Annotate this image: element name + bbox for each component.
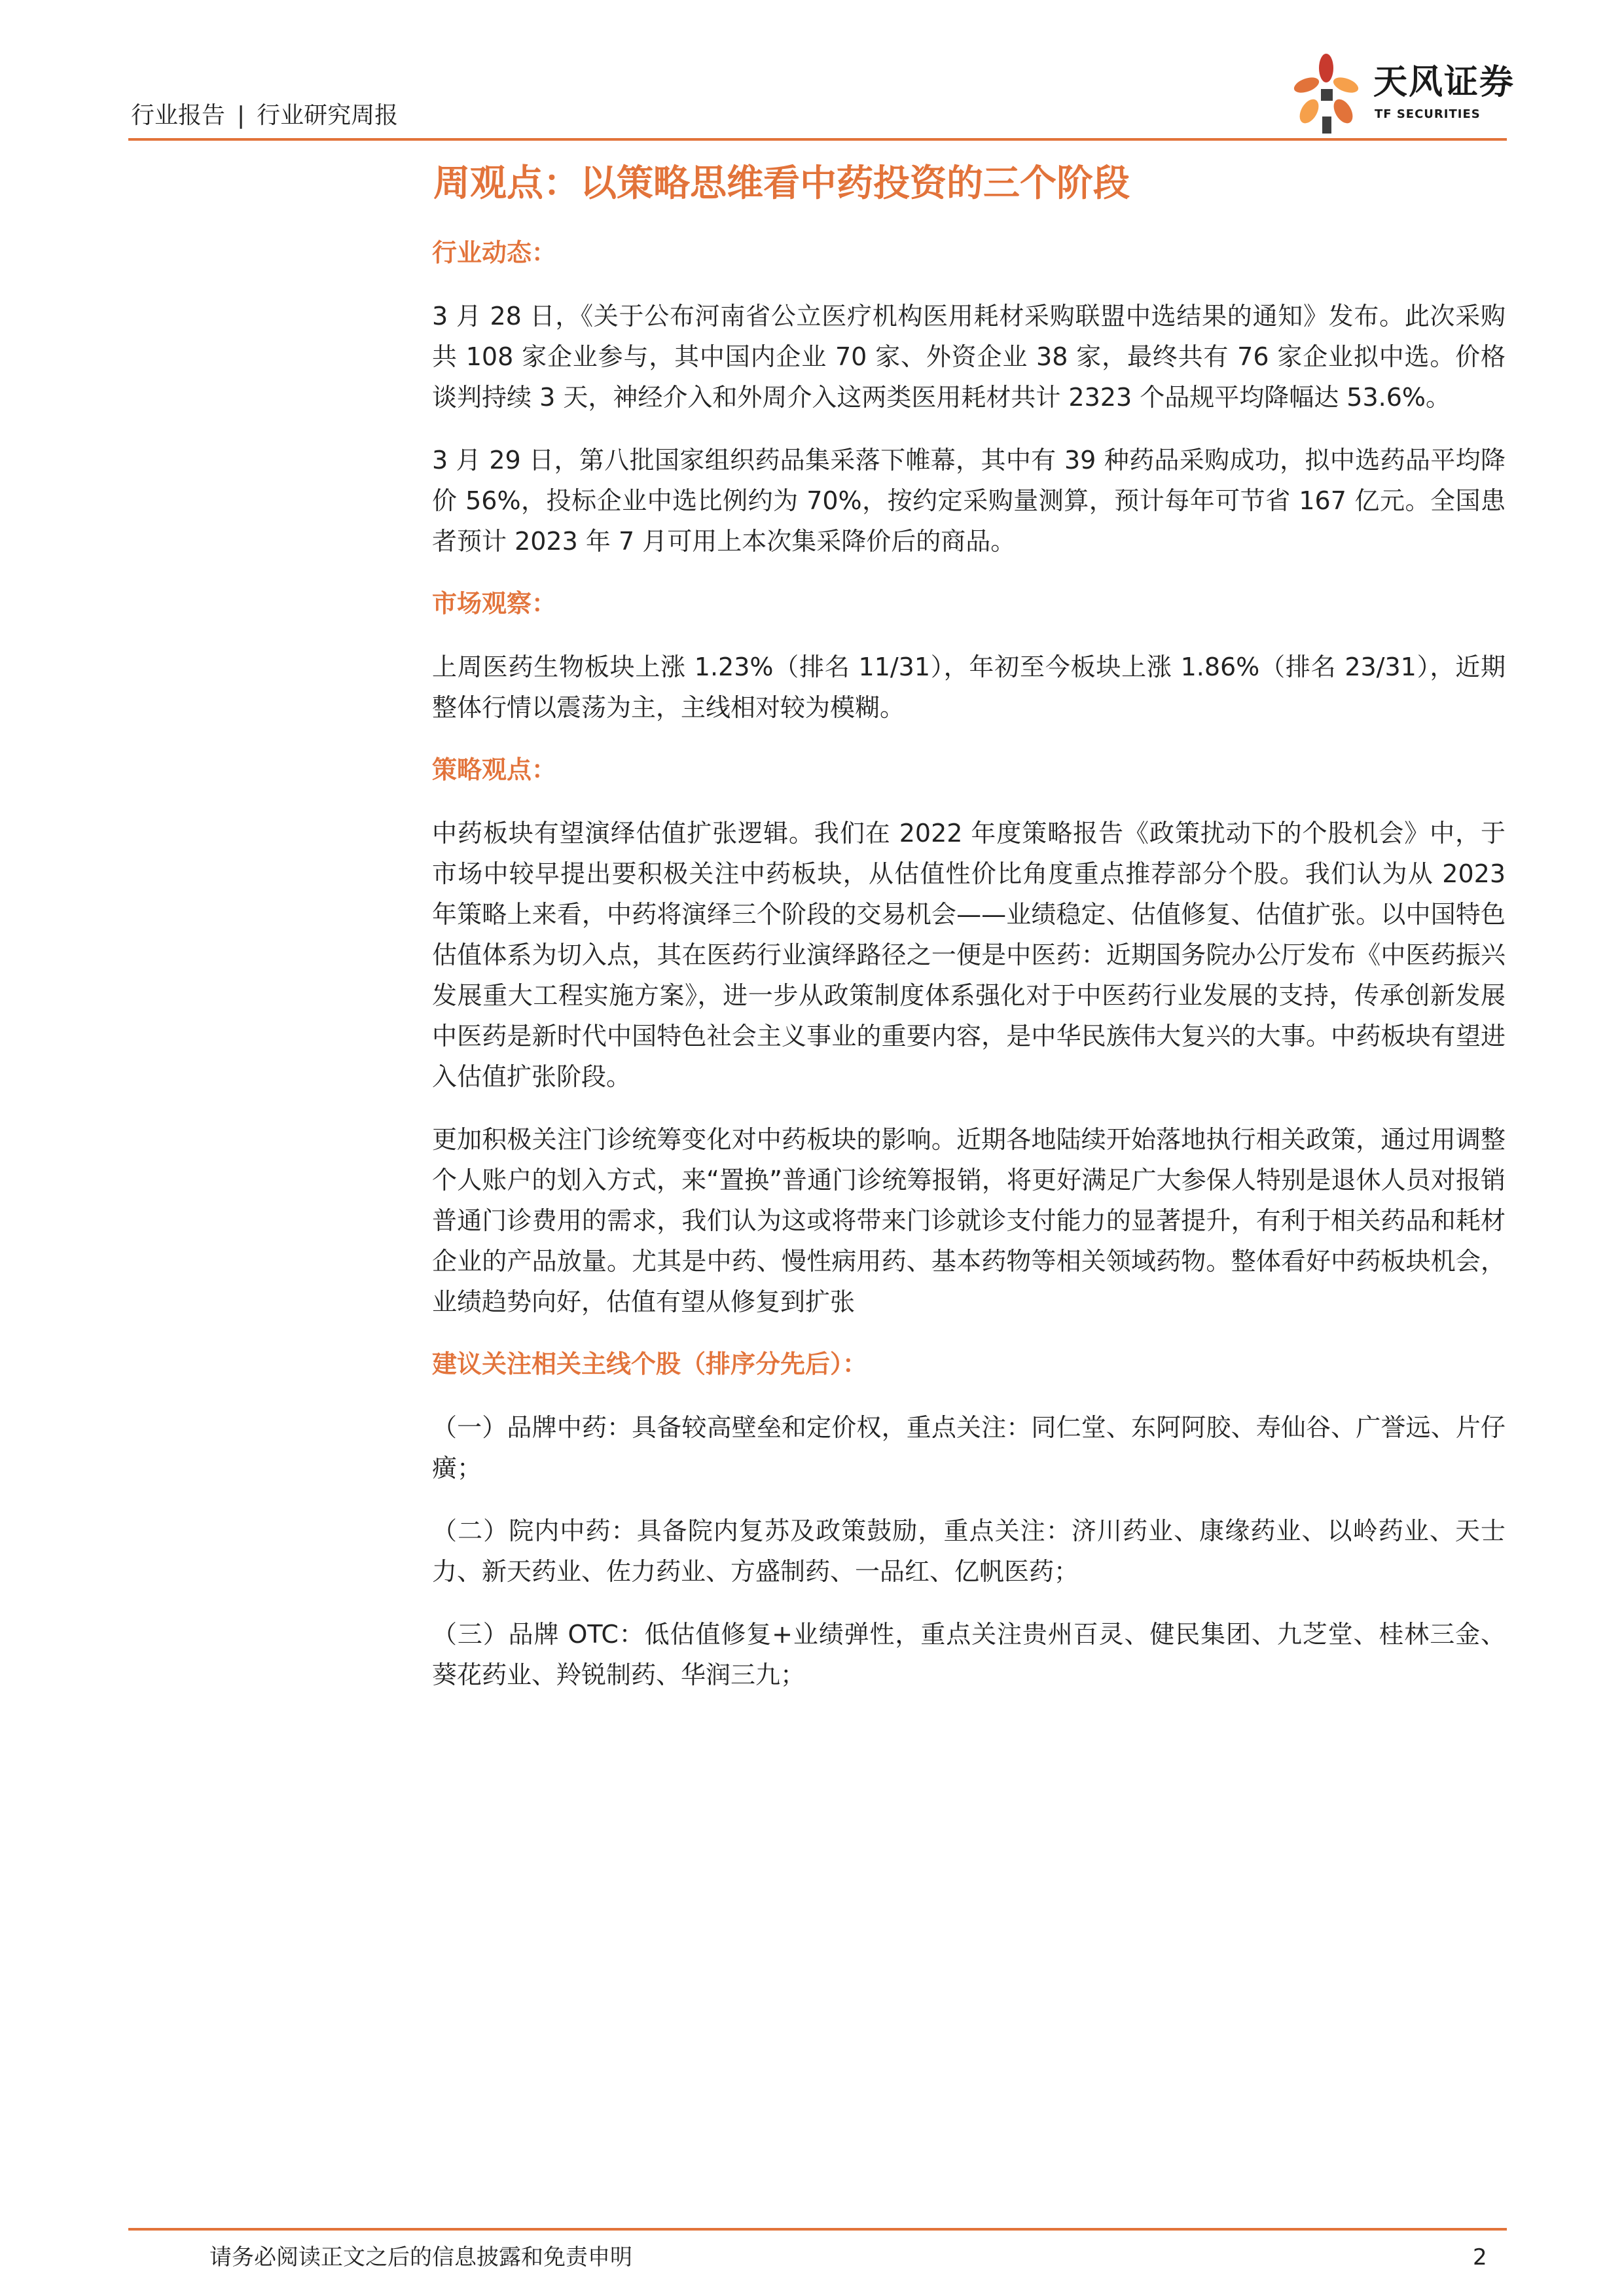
company-logo [1283, 51, 1515, 139]
section-heading: 建议关注相关主线个股（排序分先后）： [432, 1350, 868, 1378]
header-separator: | [237, 102, 245, 129]
logo-cn-name: 天风证券 [1373, 63, 1515, 102]
section-industry-news [432, 233, 1506, 562]
header-report-series: 行业研究周报 [257, 102, 399, 129]
paragraph: 更加积极关注门诊统筹变化对中药板块的影响。近期各地陆续开始落地执行相关政策，通过用调整个人账户的划入方式，来“置换”普通门诊统筹报销，将更好满足广大参保人特别是退休人员对报销普通门诊费用的需求，我们认为这或将带来门诊就诊支付能力的显著提升，有利于相关药品和耗材企业的产品放量。尤其是中药、慢性病用药、基本药物等相关领域药物。整体看好中药板块机会，业绩趋势向好，估值有望从修复到扩张 [432, 1125, 1506, 1316]
section-heading: 市场观察： [432, 589, 557, 618]
section-strategy-view [432, 750, 1506, 1322]
footer-divider [128, 2228, 1507, 2231]
report-body [432, 154, 1506, 1717]
page-number: 2 [1473, 2244, 1487, 2270]
list-item: （二）院内中药：具备院内复苏及政策鼓励，重点关注：济川药业、康缘药业、以岭药业、天士力、新天药业、佐力药业、方盛制药、一品红、亿帆医药； [432, 1516, 1506, 1586]
section-market-observation [432, 584, 1506, 728]
paragraph: 3 月 29 日，第八批国家组织药品集采落下帷幕，其中有 39 种药品采购成功，拟中选药品平均降价 56%，投标企业中选比例约为 70%，按约定采购量测算，预计每年可节省 167 亿元。全国患者预计 2023 年 7 月可用上本次集采降价后的商品。 [432, 446, 1506, 556]
section-heading: 策略观点： [432, 755, 557, 784]
section-recommended-stocks [432, 1344, 1506, 1695]
paragraph: 中药板块有望演绎估值扩张逻辑。我们在 2022 年度策略报告《政策扰动下的个股机会》中，于市场中较早提出要积极关注中药板块，从估值性价比角度重点推荐部分个股。我们认为从 2023 年策略上来看，中药将演绎三个阶段的交易机会——业绩稳定、估值修复、估值扩张。以中国特色估值体系为切入点，其在医药行业演绎路径之一便是中医药：近期国务院办公厅发布《中医药振兴发展重大工程实施方案》，进一步从政策制度体系强化对于中医药行业发展的支持，传承创新发展中医药是新时代中国特色社会主义事业的重要内容，是中华民族伟大复兴的大事。中药板块有望进入估值扩张阶段。 [432, 819, 1506, 1091]
page-title: 周观点：以策略思维看中药投资的三个阶段 [433, 162, 1130, 205]
paragraph: 3 月 28 日，《关于公布河南省公立医疗机构医用耗材采购联盟中选结果的通知》发布。此次采购共 108 家企业参与，其中国内企业 70 家、外资企业 38 家，最终共有 76 家企业拟中选。价格谈判持续 3 天，神经介入和外周介入这两类医用耗材共计 2323 个品规平均降幅达 53.6%。 [432, 302, 1506, 412]
paragraph: 上周医药生物板块上涨 1.23%（排名 11/31），年初至今板块上涨 1.86%（排名 23/31），近期整体行情以震荡为主，主线相对较为模糊。 [432, 653, 1506, 722]
list-item: （三）品牌 OTC：低估值修复+业绩弹性，重点关注贵州百灵、健民集团、九芝堂、桂林三金、葵花药业、羚锐制药、华润三九； [432, 1620, 1506, 1689]
header-breadcrumb [131, 98, 398, 134]
footer-disclaimer: 请务必阅读正文之后的信息披露和免责申明 [209, 2244, 632, 2270]
list-item: （一）品牌中药：具备较高壁垒和定价权，重点关注：同仁堂、东阿阿胶、寿仙谷、广誉远、片仔癀； [432, 1413, 1506, 1482]
header-report-type: 行业报告 [131, 102, 226, 129]
logo-en-name: TF SECURITIES [1375, 107, 1481, 121]
section-heading: 行业动态： [432, 238, 557, 267]
flower-logo-icon [1283, 51, 1368, 139]
